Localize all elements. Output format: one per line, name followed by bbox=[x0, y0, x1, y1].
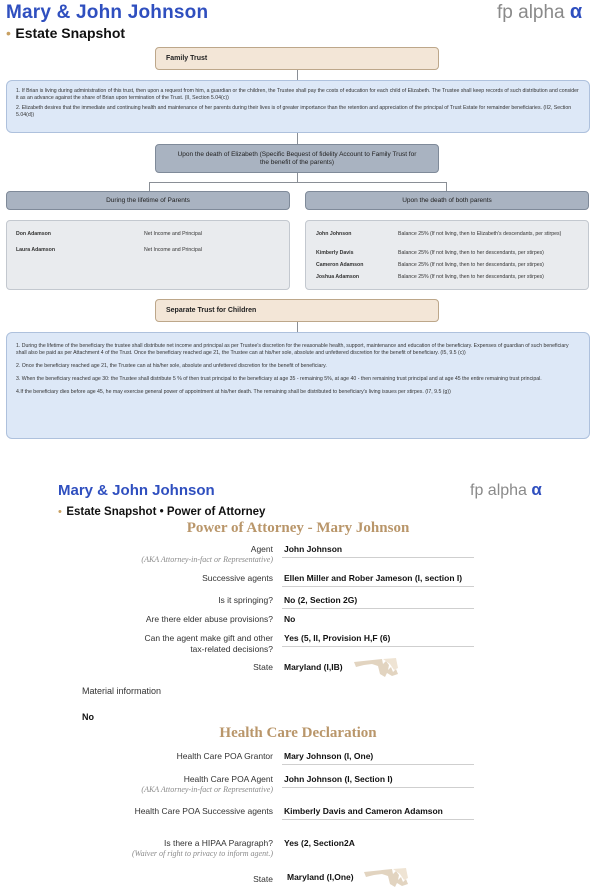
divider bbox=[282, 557, 474, 558]
divider bbox=[282, 787, 474, 788]
fp-alpha-logo-icon: α bbox=[531, 480, 542, 499]
trust-paragraph: 2. Elizabeth desires that the immediate and continuing health and maintenance of her parents during their lives is of greater importance than the retention and appreciation of the principal of Trust Estate for remainder beneficiaries. (II2, Section 5.04(d)) bbox=[16, 105, 572, 118]
divider bbox=[282, 819, 474, 820]
lifetime-parents-header bbox=[6, 191, 290, 210]
hcd-title: Health Care Declaration bbox=[219, 725, 377, 741]
connector-line bbox=[149, 182, 446, 183]
field-value: Kimberly Davis and Cameron Adamson bbox=[284, 806, 443, 816]
connector-line bbox=[297, 133, 298, 144]
field-label: Health Care POA Grantor bbox=[176, 751, 273, 761]
field-label: Can the agent make gift and other tax-related decisions? bbox=[144, 633, 273, 654]
bullet-dot-icon: • bbox=[58, 506, 62, 518]
connector-line bbox=[446, 182, 447, 191]
poa-row-successive-agents bbox=[0, 573, 596, 587]
field-value: Yes (5, II, Provision H,F (6) bbox=[284, 633, 391, 643]
trust-provisions-box bbox=[6, 80, 590, 133]
separate-trust-label: Separate Trust for Children bbox=[166, 307, 257, 314]
beneficiary-share: Balance 25% (If not living, then to her descendants, per stirpes) bbox=[398, 250, 544, 256]
lifetime-parents-box bbox=[6, 220, 290, 290]
field-value: No bbox=[284, 614, 296, 624]
death-both-parents-label: Upon the death of both parents bbox=[402, 196, 492, 204]
beneficiary-share: Balance 25% (If not living, then to her descendants, per stirpes) bbox=[398, 262, 544, 268]
client-name: Mary & John Johnson bbox=[6, 2, 209, 23]
divider bbox=[282, 608, 474, 609]
beneficiary-name: Cameron Adamson bbox=[316, 262, 364, 268]
beneficiary-name: Joshua Adamson bbox=[316, 274, 360, 280]
field-value: Maryland (I,IB) bbox=[284, 662, 343, 672]
beneficiary-name: Kimberly Davis bbox=[316, 250, 354, 256]
field-note: (AKA Attorney-in-fact or Representative) bbox=[141, 555, 273, 564]
connector-line bbox=[149, 182, 150, 191]
connector-line bbox=[297, 173, 298, 182]
beneficiary-name: John Johnson bbox=[316, 231, 352, 237]
hcd-row-grantor bbox=[0, 751, 596, 765]
hcd-row-agent bbox=[0, 774, 596, 798]
subtitle-row bbox=[58, 502, 265, 520]
subtitle: Estate Snapshot bbox=[15, 25, 126, 41]
family-trust-box bbox=[155, 47, 439, 70]
field-label: Is it springing? bbox=[218, 595, 273, 605]
field-note: (AKA Attorney-in-fact or Representative) bbox=[141, 785, 273, 794]
subtitle: Estate Snapshot • Power of Attorney bbox=[66, 506, 266, 518]
poa-row-springing bbox=[0, 595, 596, 609]
death-box-text: Upon the death of Elizabeth (Specific Bequest of fidelity Account to Family Trust for the benefit of the parents) bbox=[177, 150, 417, 166]
field-value: No (2, Section 2G) bbox=[284, 595, 358, 605]
poa-row-agent bbox=[0, 544, 596, 564]
beneficiary-name: Laura Adamson bbox=[16, 247, 56, 253]
material-info-value: No bbox=[82, 712, 94, 722]
logo bbox=[470, 480, 542, 500]
poa-row-gift-decisions bbox=[0, 633, 596, 657]
logo-text: fp alpha bbox=[497, 2, 565, 23]
trust-paragraph: 1. If Brian is living during administration of this trust, then upon a request from him, a guardian or the children, the Trustee shall pay the costs of education for each child of Elizabeth. The Trustee shall keep records of such distribution and consider it as an advance against the share of Brian upon termination of the Trust. (II, Section 5.04(c)) bbox=[16, 88, 579, 101]
hcd-row-hipaa bbox=[0, 838, 596, 862]
subtitle-row bbox=[6, 25, 125, 43]
logo-text: fp alpha bbox=[470, 482, 527, 499]
maryland-map-icon bbox=[352, 656, 400, 680]
field-value: Maryland (I,One) bbox=[287, 872, 354, 882]
field-label: Health Care POA Successive agents bbox=[134, 806, 273, 816]
divider bbox=[282, 764, 474, 765]
field-label: Is there a HIPAA Paragraph? bbox=[164, 838, 273, 848]
separate-trust-provisions-box bbox=[6, 332, 590, 439]
field-label: Agent bbox=[250, 544, 273, 554]
maryland-map-icon bbox=[362, 866, 410, 889]
field-value: Yes (2, Section2A bbox=[284, 838, 355, 848]
poa-title: Power of Attorney - Mary Johnson bbox=[186, 520, 410, 536]
connector-line bbox=[297, 322, 298, 332]
field-value: John Johnson (I, Section I) bbox=[284, 774, 393, 784]
field-label: State bbox=[253, 874, 273, 884]
bullet-dot-icon: • bbox=[6, 25, 11, 41]
fp-alpha-logo-icon: α bbox=[569, 1, 583, 23]
hcd-row-state bbox=[0, 872, 596, 889]
trust-paragraph: 1. During the lifetime of the beneficiary the trustee shall distribute net income and principal as per Trustee's discretion for the reasonable health, support, maintenance and education of the beneficiary. Expenses of guardian of such beneficiary shall also be paid as per Attachment 4 of the Trust. Once the beneficiary reached age 21, the Trustee can at his/her sole, absolute and unfettered discretion for the benefit of beneficiary. (I5, 9.5 (c)) bbox=[16, 343, 569, 356]
field-value: Mary Johnson (I, One) bbox=[284, 751, 374, 761]
field-value: John Johnson bbox=[284, 544, 343, 554]
trust-paragraph: 3. When the beneficiary reached age 30: the Trustee shall distribute 5 % of then trust principal to the beneficiary at age 35 - remaining 5%, at age 40 - then remaining trust principal and at age 45 the entire remaining trust principal. bbox=[16, 376, 542, 382]
field-label: Successive agents bbox=[202, 573, 273, 583]
field-label: Are there elder abuse provisions? bbox=[145, 614, 273, 624]
beneficiary-share: Net Income and Principal bbox=[144, 231, 202, 237]
lifetime-parents-label: During the lifetime of Parents bbox=[106, 196, 190, 204]
divider bbox=[282, 646, 474, 647]
field-label: State bbox=[253, 662, 273, 672]
field-value: Ellen Miller and Rober Jameson (I, section I) bbox=[284, 573, 463, 583]
beneficiary-share: Net Income and Principal bbox=[144, 247, 202, 253]
family-trust-label: Family Trust bbox=[166, 55, 208, 62]
separate-trust-box bbox=[155, 299, 439, 322]
beneficiary-share: Balance 25% (If not living, then to her descendants, per stirpes) bbox=[398, 274, 544, 280]
trust-paragraph: 4.If the beneficiary dies before age 45, he may exercise general power of appointment at his/her death. The remaining shall be distributed to beneficiary's living issues per stirpes. (I7, 9.5 (g)) bbox=[16, 389, 451, 395]
death-of-elizabeth-box bbox=[155, 144, 439, 173]
material-info-label: Material information bbox=[82, 686, 162, 696]
poa-row-state bbox=[0, 660, 596, 680]
death-both-parents-box bbox=[305, 220, 589, 290]
beneficiary-share: Balance 25% (If not living, then to Elizabeth's descendants, per stirpes) bbox=[398, 231, 562, 237]
field-note: (Waiver of right to privacy to inform agent.) bbox=[131, 849, 273, 858]
field-label: Health Care POA Agent bbox=[183, 774, 273, 784]
beneficiary-name: Don Adamson bbox=[16, 231, 51, 237]
connector-line bbox=[297, 70, 298, 80]
trust-paragraph: 2. Once the beneficiary reached age 21, the Trustee can at his/her sole, absolute and unfettered discretion for the benefit of beneficiary. bbox=[16, 363, 327, 369]
hcd-row-successive-agents bbox=[0, 806, 596, 820]
poa-row-elder-abuse bbox=[0, 614, 596, 628]
divider bbox=[282, 586, 474, 587]
logo bbox=[497, 1, 582, 24]
death-both-parents-header bbox=[305, 191, 589, 210]
client-name: Mary & John Johnson bbox=[58, 482, 215, 499]
